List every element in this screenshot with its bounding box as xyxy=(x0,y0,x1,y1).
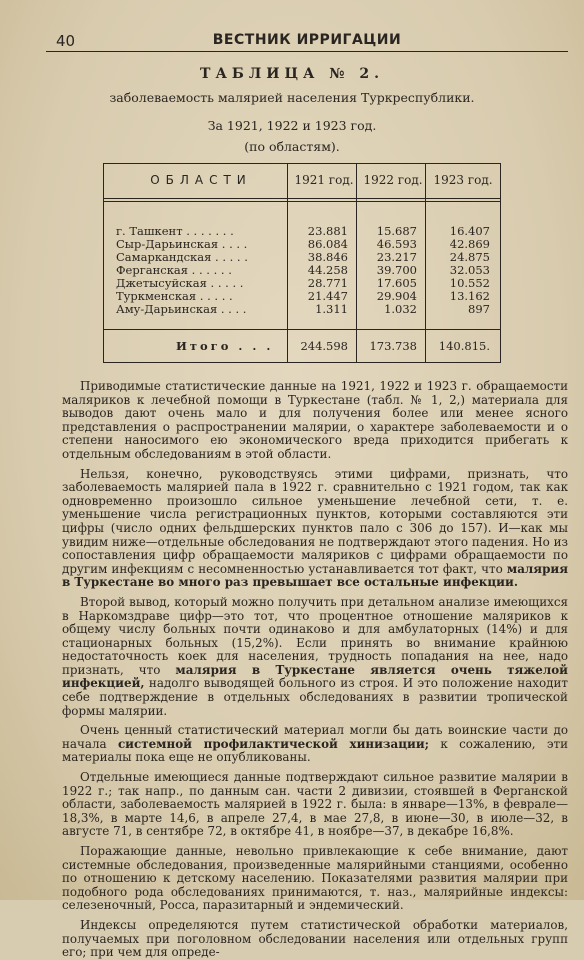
value-1923: 16.407 xyxy=(449,224,490,238)
value-1923: 897 xyxy=(468,302,490,316)
paragraph xyxy=(62,596,568,718)
emphasis-text: системной профилактической хинизации; xyxy=(117,736,430,751)
value-1922: 23.217 xyxy=(376,250,417,264)
table-row xyxy=(104,303,500,316)
table-title: ТАБЛИЦА № 2. xyxy=(200,66,384,82)
total-1923: 140.815. xyxy=(438,339,490,353)
region-name: Туркменская . . . . . xyxy=(116,289,233,303)
emphasis-text: малярия в Туркестане во много раз превышает все остальные инфекции. xyxy=(62,561,568,590)
value-1921: 86.084 xyxy=(307,237,348,251)
paragraph xyxy=(62,724,568,765)
value-1921: 23.881 xyxy=(307,224,348,238)
header-divider xyxy=(104,201,500,202)
value-1922: 46.593 xyxy=(376,237,417,251)
page-number: 40 xyxy=(56,32,76,50)
paragraph-text: Очень ценный статистический материал могли бы дать воинские части до начала xyxy=(62,723,568,751)
column-header-1921: 1921 год. xyxy=(294,173,354,187)
paragraph-text: надолго выводящей больного из строя. И это положение находит себе подтверждение в отдельных обследованиях в развитии тропической формы малярии. xyxy=(62,676,568,718)
paragraph-text: Второй вывод, который можно получить при детальном анализе имеющихся в Наркомздраве цифр—это тот, что процентное отношение маляриков к общему числу больных почти одинаково и для амбулаторных (14%) и для стационарных больных (15,2%). Если принять во внимание крайнюю недостаточность коек для населения, трудность попадания на нее, надо признать, что xyxy=(62,594,568,677)
region-name: Аму-Дарьинская . . . . xyxy=(116,302,247,316)
value-1921: 28.771 xyxy=(307,276,348,290)
value-1921: 38.846 xyxy=(307,250,348,264)
value-1923: 32.053 xyxy=(449,263,490,277)
region-name: Сыр-Дарьинская . . . . xyxy=(116,237,248,251)
table-by-regions: (по областям). xyxy=(244,139,340,154)
value-1923: 13.162 xyxy=(449,289,490,303)
table-subtitle: заболеваемость малярией населения Туркреспублики. xyxy=(109,90,475,105)
paragraph-text: к сожалению, эти материалы пока еще не опубликованы. xyxy=(62,736,569,765)
paragraph: Приводимые статистические данные на 1921, 1922 и 1923 г. обращаемости маляриков к лечебной помощи в Туркестане (табл. № 1, 2,) материала для выводов дают очень мало и для получения более или менее ясного представления о распространении малярии, о характере заболеваемости и о степени наносимого ею экономического вреда приходится прибегать к отдельным обследованиям в этой области. xyxy=(62,379,568,461)
article-body xyxy=(62,380,568,960)
value-1923: 42.869 xyxy=(449,237,490,251)
table-total-row xyxy=(104,340,500,353)
value-1922: 17.605 xyxy=(376,276,417,290)
paragraph xyxy=(62,468,568,590)
header-divider xyxy=(104,198,500,199)
journal-title: ВЕСТНИК ИРРИГАЦИИ xyxy=(212,32,402,48)
total-1922: 173.738 xyxy=(369,339,417,353)
header-rule xyxy=(46,51,568,52)
value-1923: 10.552 xyxy=(449,276,490,290)
paragraph: Поражающие данные, невольно привлекающие к себе внимание, дают системные обследования, произведенные малярийными станциями, особенно по отношению к детскому населению. Показателями развития малярии при подобного рода обследованиях принимаются, т. наз., малярийные индексы: селезеночный, Росса, паразитарный и эндемический. xyxy=(62,844,568,913)
value-1921: 44.258 xyxy=(307,263,348,277)
column-header-1922: 1922 год. xyxy=(363,173,423,187)
total-1921: 244.598 xyxy=(300,339,348,353)
value-1922: 15.687 xyxy=(376,224,417,238)
malaria-table xyxy=(103,163,501,363)
value-1922: 29.904 xyxy=(376,289,417,303)
value-1922: 1.032 xyxy=(384,302,417,316)
table-years: За 1921, 1922 и 1923 год. xyxy=(207,118,377,133)
region-name: Джетысуйская . . . . . xyxy=(116,276,244,290)
paragraph: Индексы определяются путем статистической обработки материалов, получаемых при поголовном обследовании населения или отдельных групп его; при чем для опреде- xyxy=(62,917,568,960)
value-1923: 24.875 xyxy=(449,250,490,264)
total-divider xyxy=(104,329,500,330)
region-name: г. Ташкент . . . . . . . xyxy=(116,224,234,238)
total-label: Итого . . . xyxy=(176,339,274,353)
value-1922: 39.700 xyxy=(376,263,417,277)
region-name: Самаркандская . . . . . xyxy=(116,250,248,264)
emphasis-text: малярия в Туркестане является очень тяжелой инфекцией, xyxy=(62,662,569,691)
value-1921: 21.447 xyxy=(307,289,348,303)
paragraph-text: Нельзя, конечно, руководствуясь этими цифрами, признать, что заболеваемость малярией пала в 1922 г. сравнительно с 1921 годом, так как одновременно произошло сильное уменьшение лечебной сети, т. е. уменьшение числа регистрационных пунктов, которыми составляются эти цифры (число одних фельдшерских пунктов пало с 306 до 157). И—как мы увидим ниже—отдельные обследования не подтверждают этого падения. Но из сопоставления цифр обращаемости маляриков с цифрами обращаемости по другим инфекциям с несомненностью устанавливается тот факт, что xyxy=(62,466,568,576)
running-header xyxy=(46,30,568,52)
value-1921: 1.311 xyxy=(315,302,348,316)
column-header-1923: 1923 год. xyxy=(433,173,493,187)
paragraph: Отдельные имеющиеся данные подтверждают сильное развитие малярии в 1922 г.; так напр., по данным сан. части 2 дивизии, стоявшей в Ферганской области, заболеваемость малярией в 1922 г. была: в январе—13%, в феврале—18,3%, в марте 14,6, в апреле 27,4, в мае 27,8, в июне—30, в июле—32, в августе 71, в сентябре 72, в октябре 41, в ноябре—37, в декабре 16,8%. xyxy=(62,770,568,839)
region-name: Ферганская . . . . . . xyxy=(116,263,232,277)
column-header-regions: ОБЛАСТИ xyxy=(150,173,252,187)
